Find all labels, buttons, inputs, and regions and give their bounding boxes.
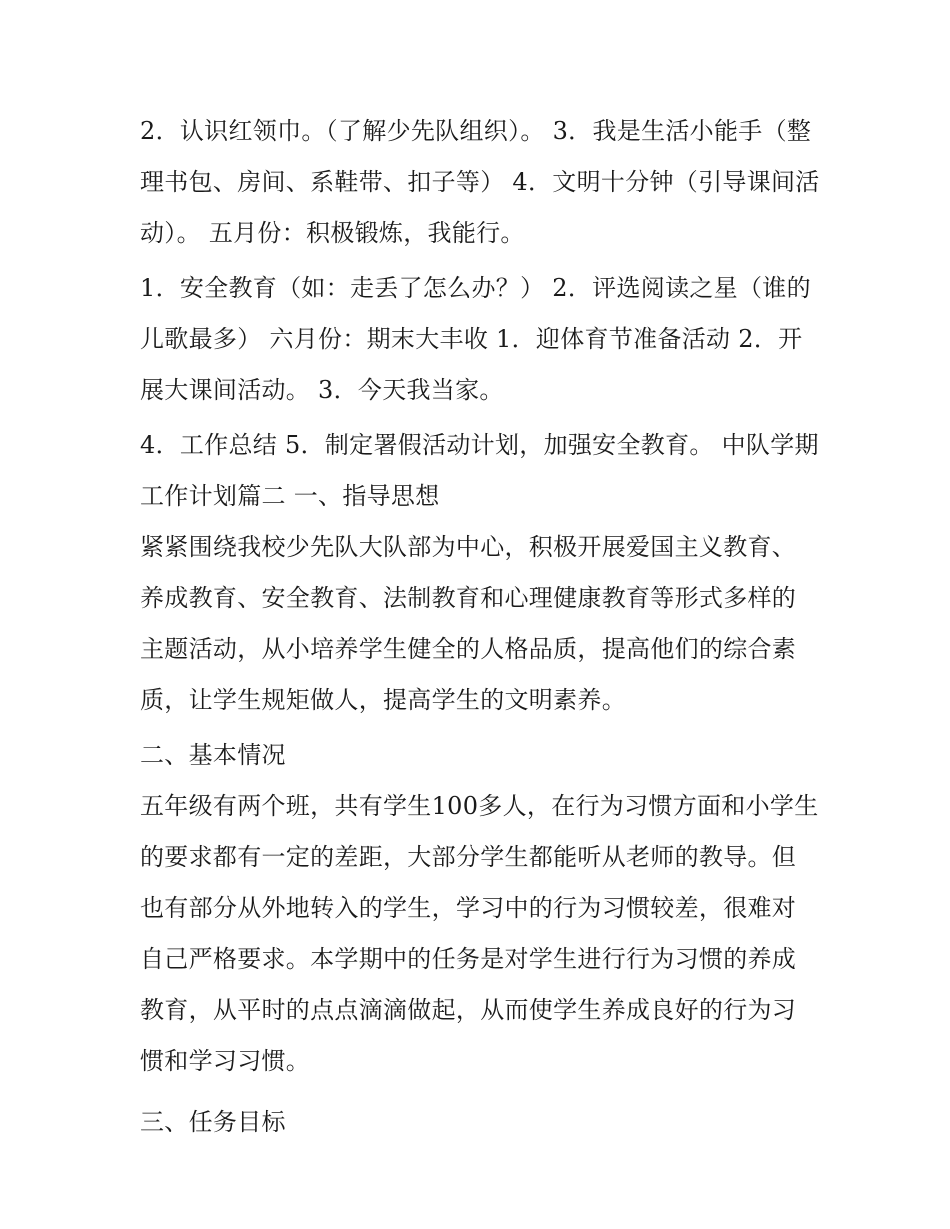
section-heading-basic-situation: 二、基本情况 — [140, 741, 286, 769]
section-heading-task-goals: 三、任务目标 — [140, 1108, 286, 1136]
paragraph-basic-situation: 五年级有两个班，共有学生100多人，在行为习惯方面和小学生的要求都有一定的差距，大部分学生都能听从老师的教导。但也有部分从外地转入的学生，学习中的行为习惯较差，很难对自己严格要求。本学期中的任务是对学生进行行为习惯的养成教育，从平时的点点滴滴做起，从而使学生养成良好的行为习惯和学习习惯。 — [140, 792, 819, 1075]
paragraph-activities-may: 2．认识红领巾。（了解少先队组织）。 3．我是生活小能手（整理书包、房间、系鞋带、扣子等） 4．文明十分钟（引导课间活动）。 五月份：积极锻炼，我能行。 — [140, 117, 820, 247]
paragraph-activities-june: 1．安全教育（如：走丢了怎么办？） 2．评选阅读之星（谁的儿歌最多） 六月份：期末大丰收 1．迎体育节准备活动 2．开展大课间活动。 3．今天我当家。 — [140, 274, 811, 404]
document-body — [140, 106, 820, 1148]
paragraph-guiding-ideology: 紧紧围绕我校少先队大队部为中心，积极开展爱国主义教育、养成教育、安全教育、法制教育和心理健康教育等形式多样的主题活动，从小培养学生健全的人格品质，提高他们的综合素质，让学生规矩做人，提高学生的文明素养。 — [140, 533, 797, 714]
paragraph-summary-and-guiding-heading: 4．工作总结 5．制定署假活动计划，加强安全教育。 中队学期工作计划篇二 一、指导思想 — [140, 431, 819, 510]
